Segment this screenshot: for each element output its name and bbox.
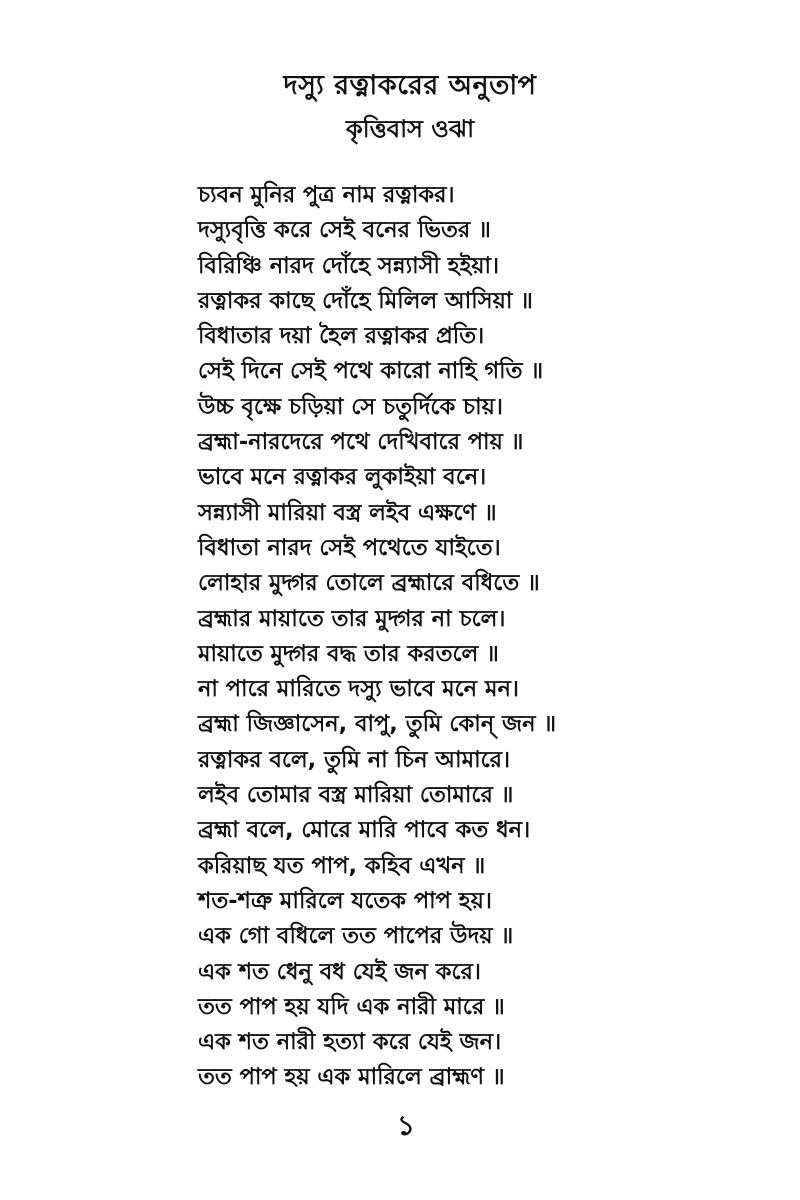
verse-line: লোহার মুদ্গর তোলে ব্রহ্মারে বধিতে ॥ (198, 570, 540, 597)
verse-line: এক শত নারী হত্যা করে যেই জন। (198, 1029, 502, 1056)
verse-line: ব্রহ্মা-নারদেরে পথে দেখিবারে পায় ॥ (198, 429, 524, 456)
verse-line: সন্ন্যাসী মারিয়া বস্ত্র লইব এক্ষণে ॥ (198, 499, 497, 526)
verse-line: বিধাতার দয়া হৈল রত্নাকর প্রতি। (198, 323, 485, 350)
verse-line: রত্নাকর বলে, তুমি না চিন আমারে। (198, 746, 511, 773)
verse-line: শত-শত্রু মারিলে যতেক পাপ হয়। (198, 887, 492, 914)
verse-line: তত পাপ হয় এক মারিলে ব্রাহ্মণ ॥ (198, 1064, 505, 1091)
verse-line: ব্রহ্মা জিজ্ঞাসেন, বাপু, তুমি কোন্ জন ॥ (198, 711, 557, 738)
verse-line: ব্রহ্মা বলে, মোরে মারি পাবে কত ধন। (198, 817, 531, 844)
verse-line: ভাবে মনে রত্নাকর লুকাইয়া বনে। (198, 464, 487, 491)
poem-verses (198, 178, 778, 1096)
verse-line: দস্যুবৃত্তি করে সেই বনের ভিতর ॥ (198, 217, 491, 244)
verse-line: মায়াতে মুদ্গর বদ্ধ তার করতলে ॥ (198, 640, 499, 667)
verse-line: ব্রহ্মার মায়াতে তার মুদ্গর না চলে। (198, 605, 506, 632)
verse-line: লইব তোমার বস্ত্র মারিয়া তোমারে ॥ (198, 782, 514, 809)
verse-line: বিধাতা নারদ সেই পথেতে যাইতে। (198, 534, 501, 561)
verse-line: সেই দিনে সেই পথে কারো নাহি গতি ॥ (198, 358, 544, 385)
verse-line: তত পাপ হয় যদি এক নারী মারে ॥ (198, 993, 505, 1020)
verse-line: উচ্চ বৃক্ষে চড়িয়া সে চতুর্দিকে চায়। (198, 393, 503, 420)
verse-line: রত্নাকর কাছে দোঁহে মিলিল আসিয়া ॥ (198, 287, 533, 314)
verse-line: বিরিঞ্চি নারদ দোঁহে সন্ন্যাসী হইয়া। (198, 252, 500, 279)
verse-line: না পারে মারিতে দস্যু ভাবে মনে মন। (198, 676, 519, 703)
poem-author: কৃত্তিবাস ওঝা (345, 115, 475, 143)
verse-line: চ্যবন মুনির পুত্র নাম রত্নাকর। (198, 182, 455, 208)
poem-title: দস্যু রত্নাকরের অনুতাপ (283, 70, 537, 101)
verse-line: করিয়াছ যত পাপ, কহিব এখন ॥ (198, 852, 486, 879)
verse-line: এক গো বধিলে তত পাপের উদয় ॥ (198, 923, 514, 950)
verse-line: এক শত ধেনু বধ যেই জন করে। (198, 958, 481, 985)
page-number: ১ (396, 1109, 416, 1142)
